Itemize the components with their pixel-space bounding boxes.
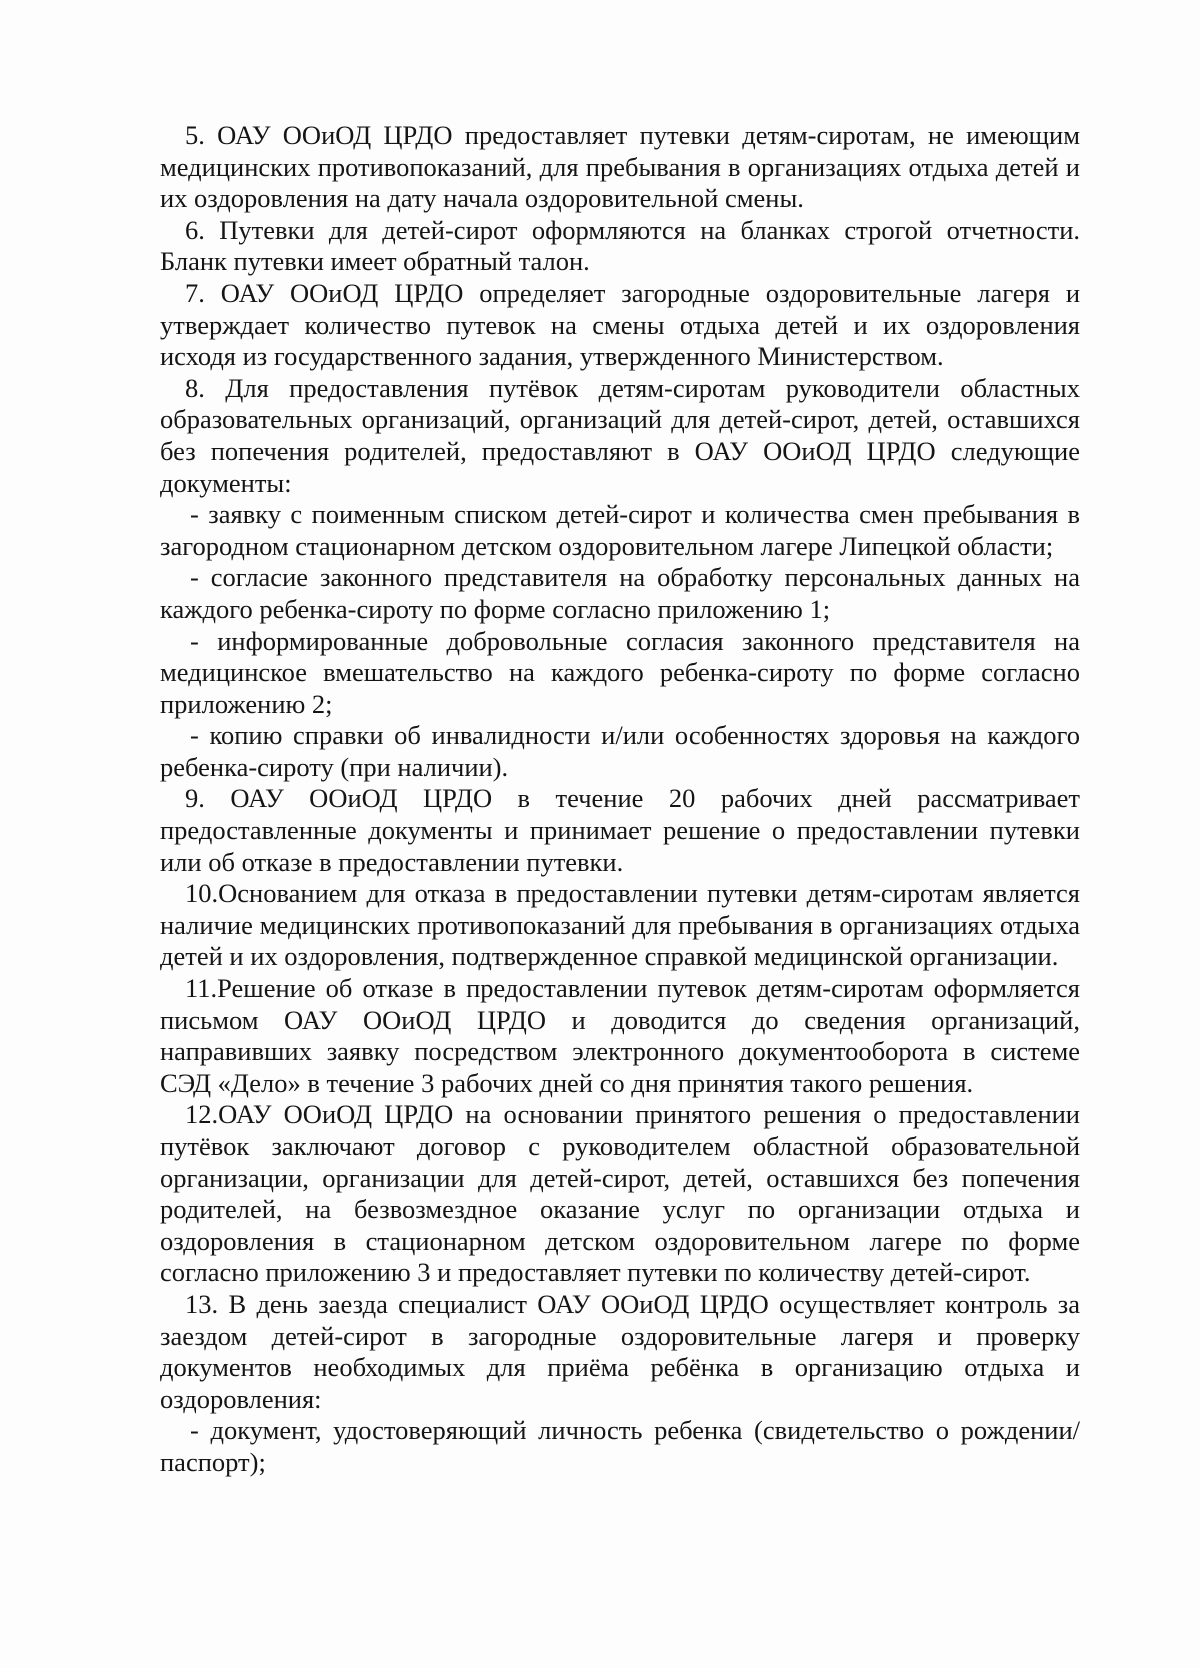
- paragraph-item-5: 5. ОАУ ООиОД ЦРДО предоставляет путевки детям-сиротам, не имеющим медицинских противопоказаний, для пребывания в организациях отдыха детей и их оздоровления на дату начала оздоровительной смены.: [160, 120, 1080, 214]
- paragraph-item-7: 7. ОАУ ООиОД ЦРДО определяет загородные оздоровительные лагеря и утверждает количество путевок на смены отдыха детей и их оздоровления исходя из государственного задания, утвержденного Министерством.: [160, 277, 1080, 372]
- list-item-identity-document: - документ, удостоверяющий личность ребенка (свидетельство о рождении/паспорт);: [160, 1415, 1080, 1477]
- list-item-disability-certificate: - копию справки об инвалидности и/или особенностях здоровья на каждого ребенка-сироту (при наличии).: [160, 720, 1080, 782]
- list-item-data-consent: - согласие законного представителя на обработку персональных данных на каждого ребенка-сироту по форме согласно приложению 1;: [160, 562, 1080, 624]
- paragraph-item-12: 12.ОАУ ООиОД ЦРДО на основании принятого решения о предоставлении путёвок заключают договор с руководителем областной образовательной организации, организации для детей-сирот, детей, оставшихся без попечения родителей, на безвозмездное оказание услуг по организации отдыха и оздоровления в стационарном детском оздоровительном лагере по форме согласно приложению 3 и предоставляет путевки по количеству детей-сирот.: [160, 1099, 1080, 1288]
- document-body: [160, 120, 1080, 1479]
- paragraph-item-10: 10.Основанием для отказа в предоставлении путевки детям-сиротам является наличие медицинских противопоказаний для пребывания в организациях отдыха детей и их оздоровления, подтвержденное справкой медицинской организации.: [160, 878, 1080, 972]
- paragraph-item-13: 13. В день заезда специалист ОАУ ООиОД ЦРДО осуществляет контроль за заездом детей-сирот в загородные оздоровительные лагеря и проверку документов необходимых для приёма ребёнка в организацию отдыха и оздоровления:: [160, 1288, 1080, 1414]
- paragraph-item-8: 8. Для предоставления путёвок детям-сиротам руководители областных образовательных организаций, организаций для детей-сирот, детей, оставшихся без попечения родителей, предоставляют в ОАУ ООиОД ЦРДО следующие документы:: [160, 372, 1080, 498]
- paragraph-item-9: 9. ОАУ ООиОД ЦРДО в течение 20 рабочих дней рассматривает предоставленные документы и принимает решение о предоставлении путевки или об отказе в предоставлении путевки.: [160, 783, 1080, 877]
- list-item-application: - заявку с поименным списком детей-сирот и количества смен пребывания в загородном стационарном детском оздоровительном лагере Липецкой области;: [160, 499, 1080, 561]
- paragraph-item-6: 6. Путевки для детей-сирот оформляются на бланках строгой отчетности. Бланк путевки имеет обратный талон.: [160, 214, 1080, 277]
- paragraph-item-11: 11.Решение об отказе в предоставлении путевок детям-сиротам оформляется письмом ОАУ ООиОД ЦРДО и доводится до сведения организаций, направивших заявку посредством электронного документооборота в системе СЭД «Дело» в течение 3 рабочих дней со дня принятия такого решения.: [160, 973, 1080, 1098]
- list-item-medical-consent: - информированные добровольные согласия законного представителя на медицинское вмешательство на каждого ребенка-сироту по форме согласно приложению 2;: [160, 625, 1080, 719]
